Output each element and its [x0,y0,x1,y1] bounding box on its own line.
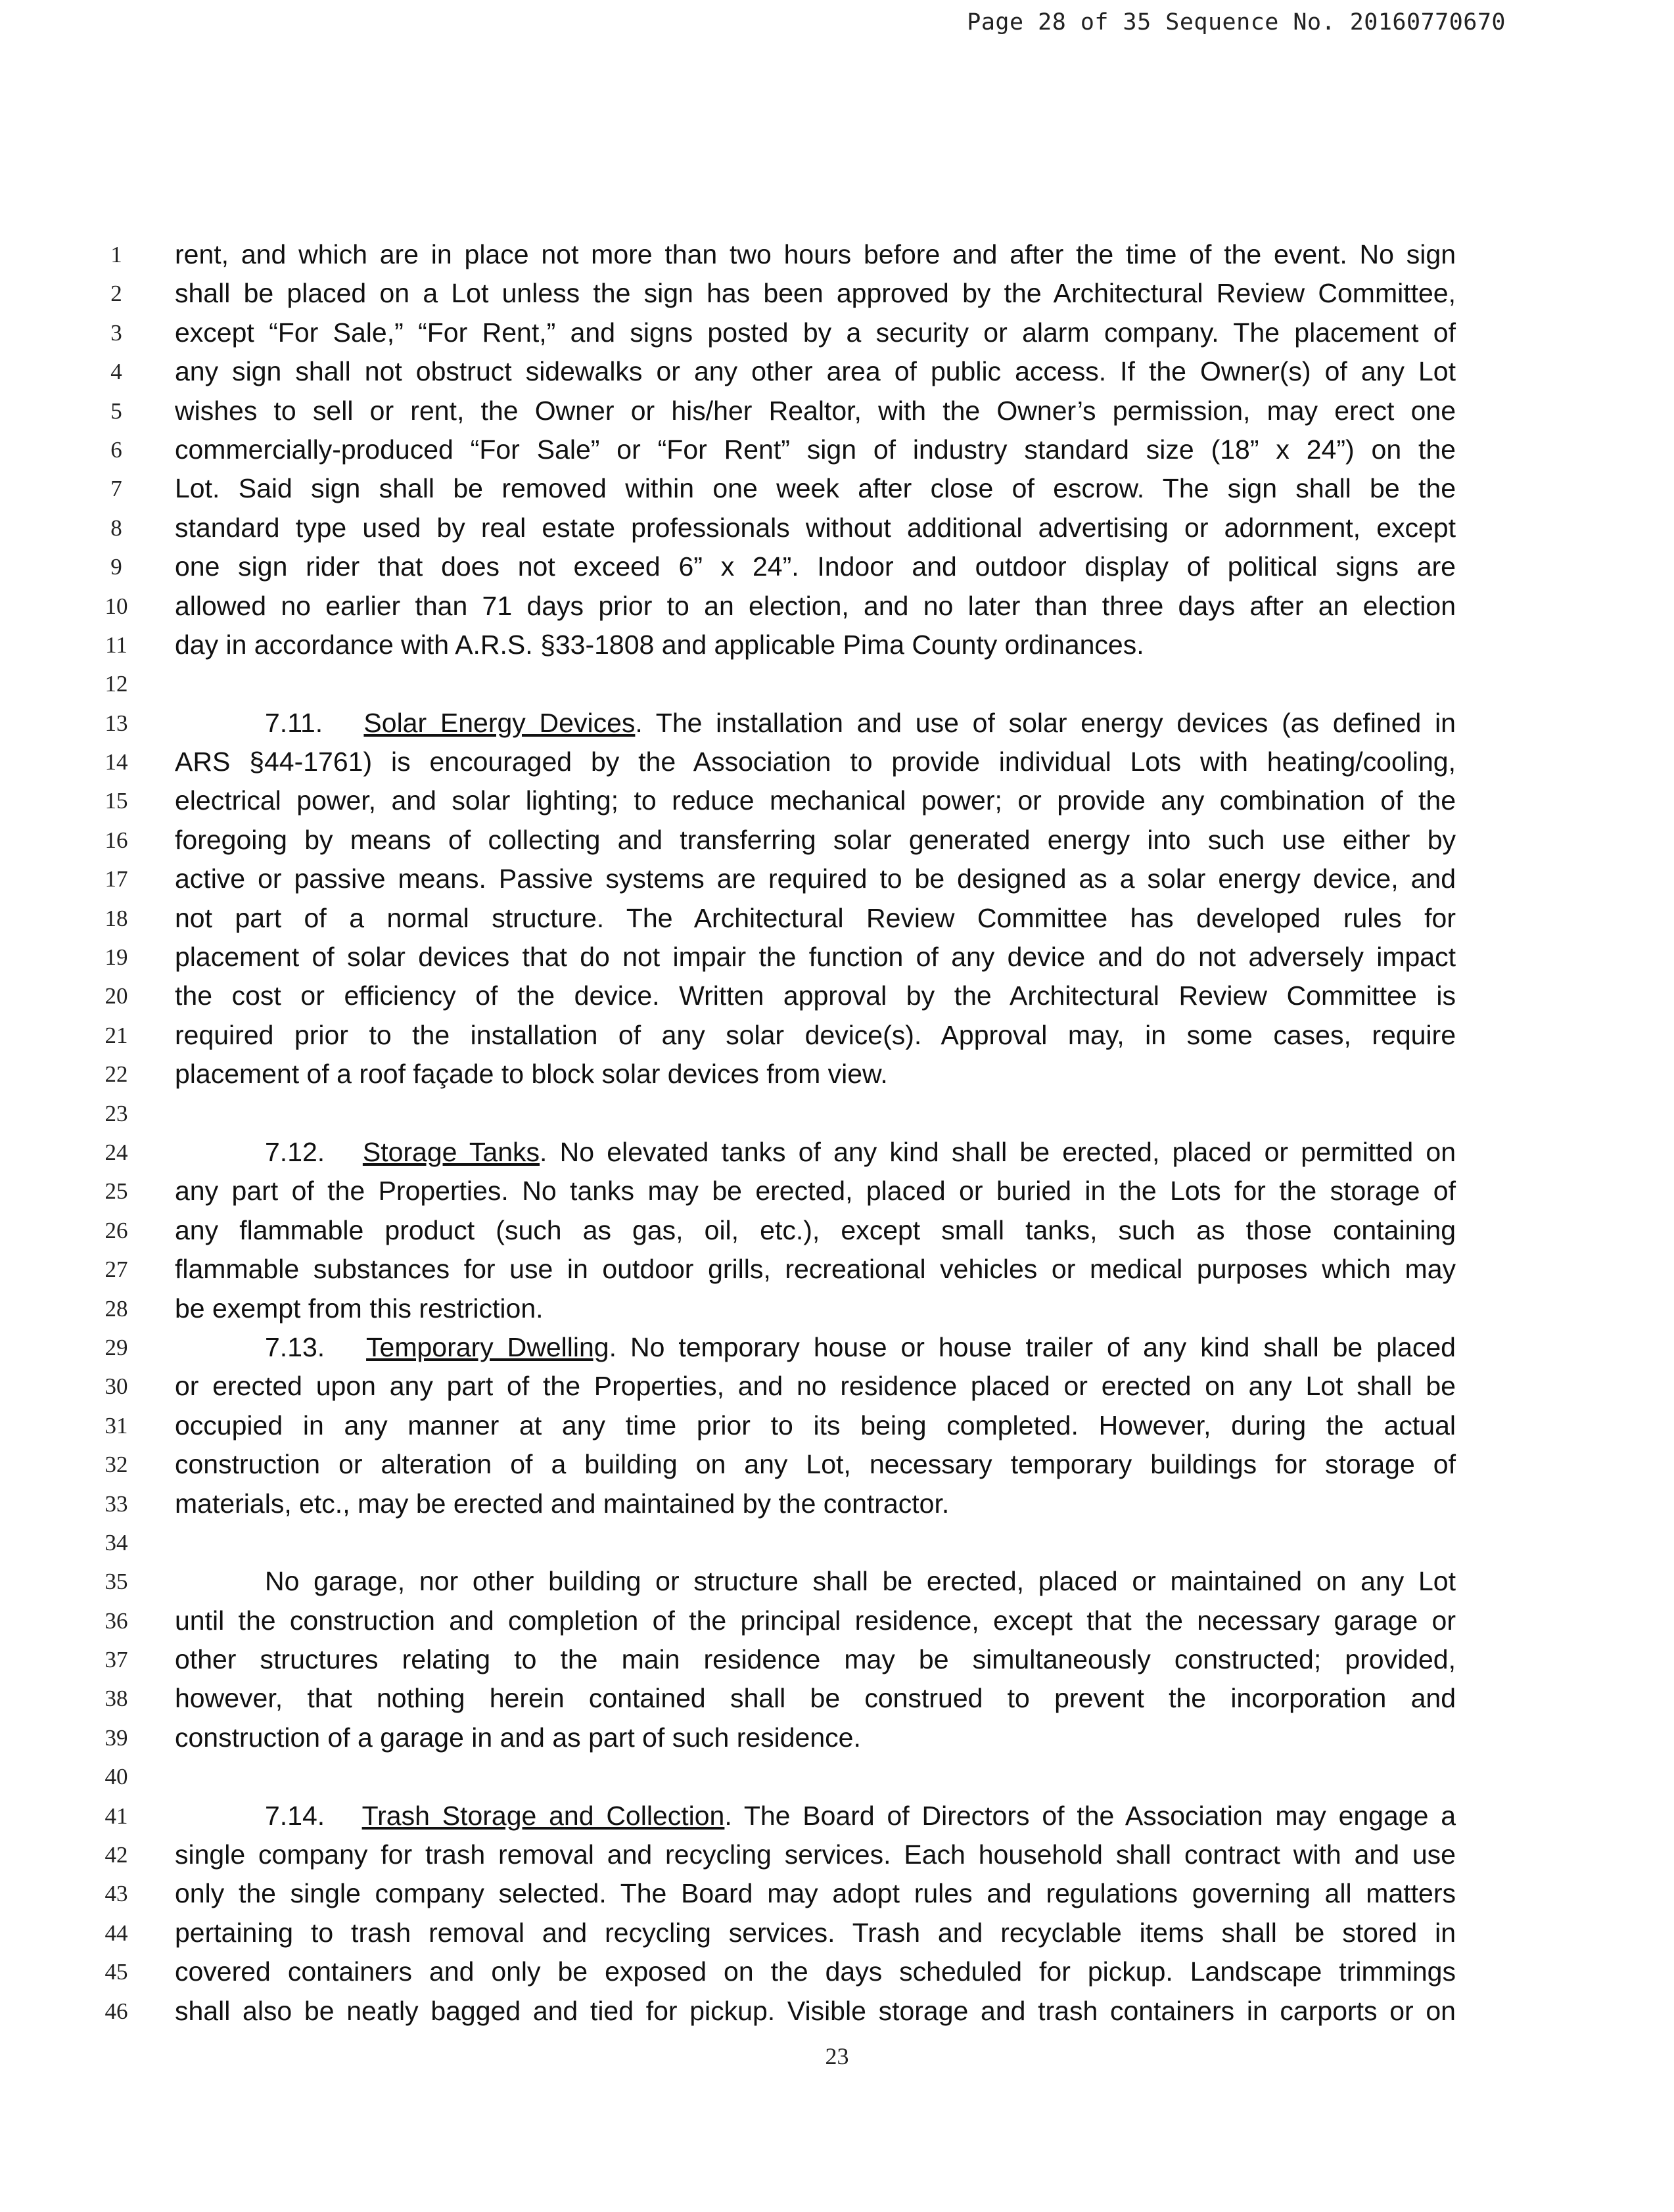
line-number: 34 [105,1529,128,1555]
line-text: active or passive means. Passive systems are required to be designed as a solar energy device, and [175,864,1456,894]
line-text: construction of a garage in and as part of such residence. [175,1722,861,1753]
line-number: 18 [105,905,128,931]
section-heading-line [175,1133,1456,1172]
line-number: 17 [105,866,128,892]
document-line [0,547,1674,586]
line-text: standard type used by real estate professionals without additional advertising or adornment, except [175,512,1456,543]
document-line [0,1797,1674,1835]
document-line [0,1757,1674,1796]
line-number: 16 [105,827,128,853]
document-line [0,1874,1674,1913]
line-number: 39 [105,1724,128,1751]
line-text: occupied in any manner at any time prior to its being completed. However, during the actual [175,1410,1456,1440]
line-text: ARS §44-1761) is encouraged by the Association to provide individual Lots with heating/cooling, [175,747,1456,777]
line-text: construction or alteration of a building on any Lot, necessary temporary buildings for storage of [175,1449,1456,1480]
line-number: 15 [105,788,128,814]
line-text: foregoing by means of collecting and transferring solar generated energy into such use either by [175,824,1456,855]
document-line [0,1562,1674,1601]
document-line [0,977,1674,1015]
document-line [0,235,1674,274]
line-number: 20 [105,983,128,1009]
line-number: 3 [110,319,122,346]
section-text: . No temporary house or house trailer of any kind shall be placed [609,1331,1456,1362]
document-line [0,1718,1674,1757]
line-number: 22 [105,1061,128,1088]
page-header: Page 28 of 35 Sequence No. 20160770670 [967,9,1506,35]
document-line [0,1679,1674,1718]
line-text: allowed no earlier than 71 days prior to an election, and no later than three days after an election [175,590,1456,621]
document-line [0,1406,1674,1445]
line-number: 23 [105,1100,128,1126]
line-number: 33 [105,1490,128,1517]
line-text: however, that nothing herein contained shall be construed to prevent the incorporation and [175,1683,1456,1714]
line-number: 2 [110,281,122,307]
document-line [0,1835,1674,1874]
line-text: materials, etc., may be erected and maintained by the contractor. [175,1488,950,1519]
section-number: 7.14. [265,1800,325,1831]
line-number: 44 [105,1920,128,1946]
line-text: required prior to the installation of any solar device(s). Approval may, in some cases, require [175,1019,1456,1050]
line-text: except “For Sale,” “For Rent,” and signs posted by a security or alarm company. The placement of [175,317,1456,348]
section-text: . The Board of Directors of the Association may engage a [724,1800,1456,1831]
line-number: 28 [105,1295,128,1322]
section-number: 7.13. [265,1331,325,1362]
line-number: 4 [110,359,122,385]
document-line [0,1094,1674,1133]
document-line [0,1367,1674,1406]
line-text: any flammable product (such as gas, oil, etc.), except small tanks, such as those containing [175,1214,1456,1245]
line-text: shall also be neatly bagged and tied for pickup. Visible storage and trash containers in carports or on [175,1995,1456,2026]
line-number: 13 [105,710,128,736]
section-heading-line [175,704,1456,743]
document-line [0,1640,1674,1679]
line-number: 8 [110,515,122,541]
line-text: other structures relating to the main residence may be simultaneously constructed; provided, [175,1644,1456,1675]
line-number: 21 [105,1022,128,1048]
line-number: 12 [105,671,128,697]
line-number: 42 [105,1842,128,1868]
line-text: or erected upon any part of the Properties, and no residence placed or erected on any Lot shall be [175,1371,1456,1402]
line-number: 37 [105,1647,128,1673]
document-line [0,664,1674,703]
document-line [0,430,1674,469]
document-line [0,1445,1674,1484]
line-text: not part of a normal structure. The Architectural Review Committee has developed rules for [175,902,1456,933]
line-number: 40 [105,1764,128,1790]
line-text: until the construction and completion of the principal residence, except that the necessary garage or [175,1605,1456,1636]
document-line [0,938,1674,977]
document-line [0,1250,1674,1289]
line-number: 35 [105,1569,128,1595]
line-text: day in accordance with A.R.S. §33-1808 and applicable Pima County ordinances. [175,629,1144,660]
section-text: . No elevated tanks of any kind shall be erected, placed or permitted on [540,1136,1456,1167]
document-line [0,1172,1674,1210]
line-text: pertaining to trash removal and recycling services. Trash and recyclable items shall be stored in [175,1917,1456,1948]
document-line [0,743,1674,781]
line-text: placement of a roof façade to block solar devices from view. [175,1059,888,1090]
line-number: 5 [110,398,122,424]
line-text: one sign rider that does not exceed 6” x 24”. Indoor and outdoor display of political signs are [175,551,1456,582]
document-line [0,392,1674,430]
document-line [0,274,1674,313]
line-text: only the single company selected. The Board may adopt rules and regulations governing all matters [175,1878,1456,1909]
document-line [0,821,1674,860]
document-line [0,704,1674,743]
section-heading-line [175,1328,1456,1367]
section-heading-line [175,1797,1456,1835]
line-number: 36 [105,1607,128,1634]
line-text: shall be placed on a Lot unless the sign has been approved by the Architectural Review Committee, [175,278,1456,309]
line-text: be exempt from this restriction. [175,1293,544,1324]
line-number: 9 [110,554,122,580]
line-number: 7 [110,476,122,502]
line-text: electrical power, and solar lighting; to reduce mechanical power; or provide any combination of the [175,785,1456,816]
line-number: 30 [105,1373,128,1400]
line-number: 26 [105,1217,128,1243]
line-text: commercially-produced “For Sale” or “For Rent” sign of industry standard size (18” x 24”) on the [175,434,1456,465]
line-text: Lot. Said sign shall be removed within one week after close of escrow. The sign shall be the [175,473,1456,504]
line-number: 6 [110,436,122,463]
document-line [0,1992,1674,2031]
line-text: No garage, nor other building or structure shall be erected, placed or maintained on any Lot [265,1566,1456,1597]
line-number: 11 [105,632,128,658]
line-text: rent, and which are in place not more than two hours before and after the time of the event. No sign [175,239,1456,269]
line-number: 32 [105,1452,128,1478]
line-text: wishes to sell or rent, the Owner or his/her Realtor, with the Owner’s permission, may erect one [175,395,1456,426]
line-text: covered containers and only be exposed on the days scheduled for pickup. Landscape trimmings [175,1956,1456,1987]
line-number: 29 [105,1334,128,1360]
section-title: Temporary Dwelling [366,1331,609,1362]
line-number: 10 [105,593,128,619]
section-title: Trash Storage and Collection [361,1800,725,1831]
document-line [0,1016,1674,1055]
document-line [0,860,1674,898]
document-line [0,1133,1674,1172]
document-line [0,1211,1674,1250]
line-text: flammable substances for use in outdoor grills, recreational vehicles or medical purposes which may [175,1254,1456,1285]
line-text: placement of solar devices that do not impair the function of any device and do not adversely impact [175,942,1456,973]
line-number: 14 [105,749,128,775]
document-line [0,1952,1674,1991]
document-line [0,626,1674,664]
document-line [0,1328,1674,1367]
line-number: 43 [105,1881,128,1907]
document-line [0,1523,1674,1562]
document-line [0,1601,1674,1640]
line-number: 45 [105,1959,128,1985]
line-number: 38 [105,1686,128,1712]
page-number: 23 [825,2043,849,2069]
document-body [0,235,1674,2031]
line-number: 24 [105,1139,128,1165]
section-title: Storage Tanks [362,1136,540,1167]
line-number: 41 [105,1803,128,1829]
document-line [0,352,1674,391]
line-text: any part of the Properties. No tanks may be erected, placed or buried in the Lots for the storage of [175,1176,1456,1207]
line-number: 19 [105,944,128,971]
line-number: 1 [110,242,122,267]
document-line [0,313,1674,352]
document-line [0,781,1674,820]
section-number: 7.12. [265,1136,325,1167]
document-line [0,469,1674,508]
line-number: 25 [105,1178,128,1205]
document-line [0,1914,1674,1952]
line-text: the cost or efficiency of the device. Written approval by the Architectural Review Committee is [175,980,1456,1011]
line-number: 31 [105,1412,128,1439]
line-text: any sign shall not obstruct sidewalks or any other area of public access. If the Owner(s) of any Lot [175,356,1456,387]
line-number: 27 [105,1256,128,1283]
document-line [0,899,1674,938]
line-number: 46 [105,1998,128,2024]
section-text: . The installation and use of solar energy devices (as defined in [635,707,1456,738]
document-line [0,1289,1674,1328]
document-line [0,1485,1674,1523]
document-line [0,1055,1674,1094]
section-title: Solar Energy Devices [363,707,636,738]
section-number: 7.11. [265,707,323,738]
document-line [0,509,1674,547]
line-text: single company for trash removal and recycling services. Each household shall contract with and use [175,1839,1456,1870]
document-line [0,587,1674,626]
